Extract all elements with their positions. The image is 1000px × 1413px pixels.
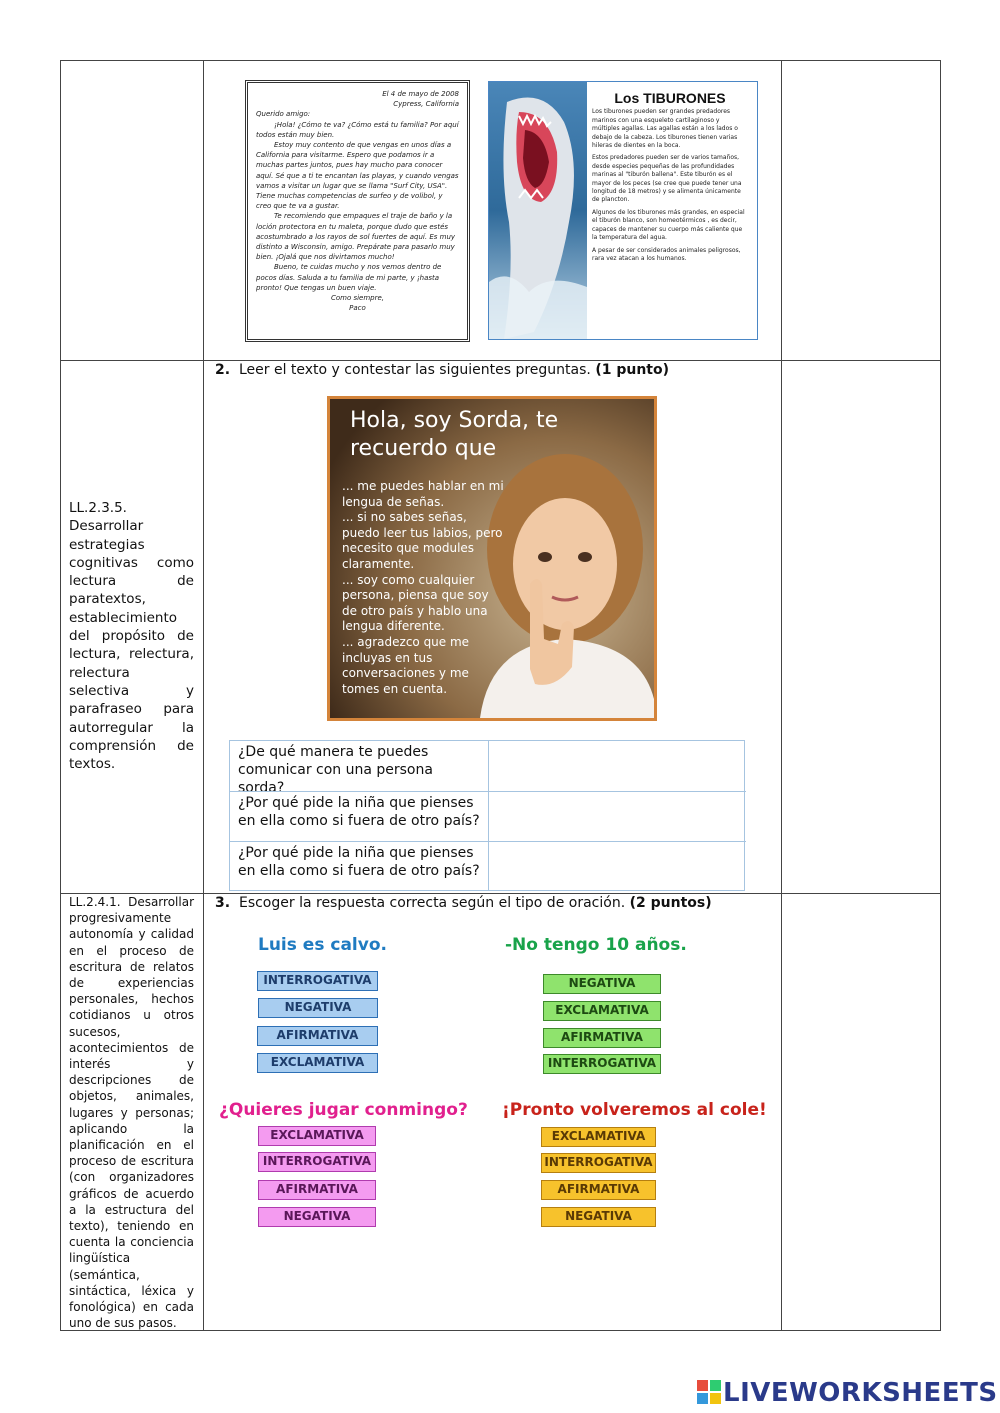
question-2-heading (215, 362, 669, 378)
sentence-3: ¿Quieres jugar conmingo? (219, 1100, 468, 1120)
answer-column-divider (488, 741, 489, 890)
questions-table (229, 740, 745, 891)
option-exclamativa[interactable]: EXCLAMATIVA (258, 1126, 376, 1146)
question-points: (1 punto) (595, 362, 670, 378)
shark-title: Los TIBURONES (614, 90, 726, 106)
liveworksheets-logo (697, 1378, 998, 1408)
option-interrogativa[interactable]: INTERROGATIVA (541, 1153, 656, 1173)
letter-date: El 4 de mayo de 2008 (382, 90, 459, 98)
question-text: Leer el texto y contestar las siguientes preguntas. (238, 362, 591, 378)
sentence-2: -No tengo 10 años. (505, 935, 687, 955)
poster-bullet: ... me puedes hablar en mi lengua de señas. (342, 479, 504, 509)
row-divider (230, 841, 746, 842)
liveworksheets-icon (697, 1380, 721, 1404)
poster-bullet: ... soy como cualquier persona, piensa que soy de otro país y hablo una lengua diferente. (342, 572, 489, 634)
question-3-heading (215, 895, 712, 911)
letter-place: Cypress, California (393, 100, 459, 109)
option-afirmativa[interactable]: AFIRMATIVA (257, 1026, 378, 1046)
shark-photo (489, 82, 587, 339)
question-text: Escoger la respuesta correcta según el tipo de oración. (238, 895, 626, 911)
letter-greeting: Querido amigo: (256, 110, 311, 119)
deaf-girl-poster (327, 396, 657, 721)
option-afirmativa[interactable]: AFIRMATIVA (543, 1028, 661, 1048)
option-afirmativa[interactable]: AFIRMATIVA (258, 1180, 376, 1200)
shark-paragraph: A pesar de ser considerados animales peligrosos, rara vez atacan a los humanos. (592, 246, 741, 262)
answer-2-input[interactable] (492, 797, 744, 835)
letter-closing: Como siempre, (330, 294, 385, 303)
letter-paragraph: ¡Hola! ¿Cómo te va? ¿Cómo está tu familia? Por aquí todos están muy bien. (256, 120, 459, 139)
sentence-4: ¡Pronto volveremos al cole! (502, 1100, 767, 1120)
question-points: (2 puntos) (629, 895, 712, 911)
question-2-text: ¿Por qué pide la niña que pienses en ella como si fuera de otro país? (238, 795, 480, 829)
letter-image (245, 80, 470, 342)
option-negativa[interactable]: NEGATIVA (543, 974, 661, 994)
letter-paragraph: Te recomiendo que empaques el traje de baño y la loción protectora en tu maleta, porque dudo que estés acostumbrado a los rayos de sol fuertes de aquí. Es muy distinto a Wisconsin, amigo. Prepárate para pasarlo muy bien. ¡Ojalá que nos divirtamos mucho! (256, 212, 456, 262)
shark-paragraph: Algunos de los tiburones más grandes, en especial el tiburón blanco, son homeotérmicos , es decir, capaces de mantener su cuerpo más caliente que la temperatura del agua. (592, 208, 745, 242)
column-divider (203, 61, 204, 1330)
letter-paragraph: Bueno, te cuidas mucho y nos vemos dentro de pocos días. Saluda a tu familia de mi parte, y ¡hasta pronto! Que tengas un buen viaje. (256, 263, 442, 292)
objective-ll-2-4-1: LL.2.4.1. Desarrollar progresivamente autonomía y calidad en el proceso de escritura de relatos de experiencias personales, hechos cotidianos u otros sucesos, acontecimientos de interés y descripciones de objetos, animales, lugares y personas; aplicando la planificación en el proceso de escritura (con organizadores gráficos de acuerdo a la estructura del texto), teniendo en cuenta la conciencia lingüística (semántica, sintáctica, léxica y fonológica) en cada uno de sus pasos. (69, 895, 194, 1331)
option-interrogativa[interactable]: INTERROGATIVA (258, 1152, 376, 1172)
brand-name: LIVEWORKSHEETS (723, 1378, 998, 1408)
row-divider (61, 360, 940, 361)
option-interrogativa[interactable]: INTERROGATIVA (257, 971, 378, 991)
row-divider (230, 791, 746, 792)
letter-signature: Paco (349, 304, 366, 313)
question-3-text: ¿Por qué pide la niña que pienses en ella como si fuera de otro país? (238, 845, 480, 879)
option-negativa[interactable]: NEGATIVA (541, 1207, 656, 1227)
option-interrogativa[interactable]: INTERROGATIVA (543, 1054, 661, 1074)
option-afirmativa[interactable]: AFIRMATIVA (541, 1180, 656, 1200)
shark-paragraph: Estos predadores pueden ser de varios tamaños, desde especies pequeñas de las profundidades marinas al "tiburón ballena". Este tiburón es el mayor de los peces (se cree que puede tener una longitud de 18 metros) y se alimenta únicamente de plancton. (592, 154, 742, 204)
option-exclamativa[interactable]: EXCLAMATIVA (543, 1001, 661, 1021)
poster-bullet: ... si no sabes señas, puedo leer tus labios, pero necesito que modules claramente. (342, 510, 503, 571)
shark-paragraph: Los tiburones pueden ser grandes predadores marinos con una esqueleto cartilaginoso y múltiples agallas. Las agallas están a los lados o debajo de la cabeza. Los tiburones tienen varias hileras de dientes en la boca. (592, 108, 738, 150)
poster-bullet: ... agradezco que me incluyas en tus conversaciones y me tomes en cuenta. (342, 634, 470, 696)
question-number: 2. (215, 362, 231, 378)
objective-ll-2-3-5: LL.2.3.5. Desarrollar estrategias cognitivas como lectura de paratextos, establecimiento del propósito de lectura, relectura, relectura selectiva y parafraseo para autorregular la comprensión de textos. (69, 500, 194, 773)
letter-paragraph: Estoy muy contento de que vengas en unos días a California para visitarme. Espero que podamos ir a muchas partes juntos, pues hay mucho para conocer aquí. Sé que a ti te encantan las playas, y cuando vengas vamos a visitar un lugar que se llama "Surf City, USA". Tiene muchas competencias de surfeo y de volibol, y creo que te va a gustar. (256, 141, 459, 211)
sentence-1: Luis es calvo. (258, 935, 387, 955)
option-exclamativa[interactable]: EXCLAMATIVA (257, 1053, 378, 1073)
shark-infographic (488, 81, 758, 340)
column-divider (781, 61, 782, 1330)
option-negativa[interactable]: NEGATIVA (258, 1207, 376, 1227)
answer-3-input[interactable] (492, 847, 744, 885)
question-number: 3. (215, 895, 231, 911)
option-negativa[interactable]: NEGATIVA (258, 998, 378, 1018)
answer-1-input[interactable] (492, 747, 744, 785)
question-1-text: ¿De qué manera te puedes comunicar con una persona sorda? (238, 744, 433, 796)
poster-title: Hola, soy Sorda, te recuerdo que (350, 408, 559, 461)
option-exclamativa[interactable]: EXCLAMATIVA (541, 1127, 656, 1147)
